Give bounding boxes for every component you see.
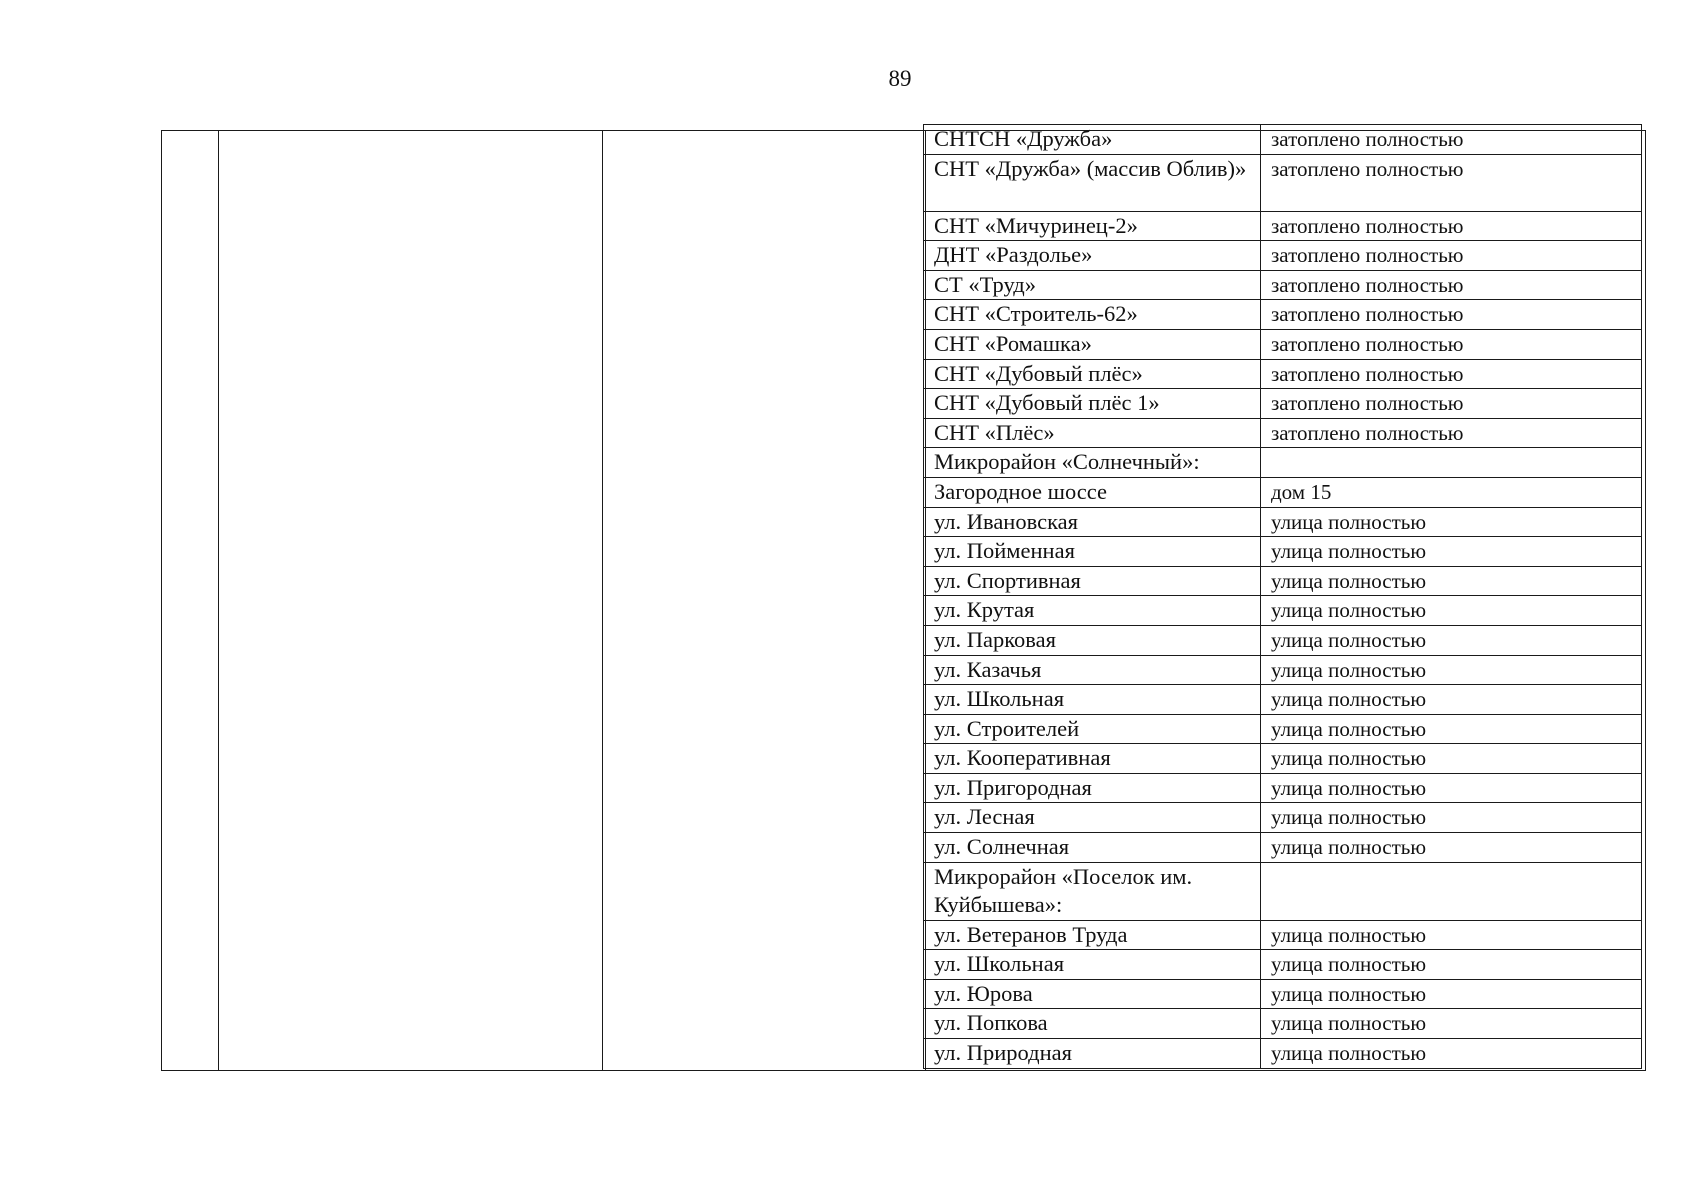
area-name-cell: СНТ «Дубовый плёс 1» — [924, 389, 1261, 419]
table-row — [924, 625, 1642, 655]
table-row — [924, 566, 1642, 596]
flood-status-cell: улица полностью — [1261, 537, 1642, 567]
flood-status-cell: улица полностью — [1261, 979, 1642, 1009]
table-row — [924, 833, 1642, 863]
area-name-cell: ул. Спортивная — [924, 566, 1261, 596]
table-row — [924, 154, 1642, 211]
area-name-cell: ул. Школьная — [924, 685, 1261, 715]
flood-status-cell: улица полностью — [1261, 1039, 1642, 1069]
page-number: 89 — [888, 66, 912, 91]
flood-status-cell: улица полностью — [1261, 596, 1642, 626]
area-name-cell: ул. Природная — [924, 1039, 1261, 1069]
table-row — [924, 1039, 1642, 1069]
flood-status-cell: улица полностью — [1261, 833, 1642, 863]
flood-status-cell — [1261, 448, 1642, 478]
flood-status-cell: улица полностью — [1261, 803, 1642, 833]
flood-status-cell: улица полностью — [1261, 625, 1642, 655]
area-name-cell: ул. Школьная — [924, 950, 1261, 980]
table-row — [924, 507, 1642, 537]
flood-status-cell — [1261, 862, 1642, 920]
table-row — [924, 418, 1642, 448]
flood-status-cell: затоплено полностью — [1261, 359, 1642, 389]
table-row — [924, 300, 1642, 330]
table-row — [924, 714, 1642, 744]
flood-status-cell: улица полностью — [1261, 1009, 1642, 1039]
flood-status-cell: затоплено полностью — [1261, 389, 1642, 419]
flood-status-cell: затоплено полностью — [1261, 241, 1642, 271]
area-name-cell: СНТСН «Дружба» — [924, 125, 1261, 155]
area-name-cell: СНТ «Дружба» (массив Облив)» — [924, 154, 1261, 211]
area-name-cell: СНТ «Плёс» — [924, 418, 1261, 448]
area-name-cell: СНТ «Дубовый плёс» — [924, 359, 1261, 389]
area-name-cell: ул. Крутая — [924, 596, 1261, 626]
flood-status-cell: затоплено полностью — [1261, 329, 1642, 359]
table-row — [924, 211, 1642, 241]
flood-status-cell: улица полностью — [1261, 566, 1642, 596]
area-name-cell: СНТ «Строитель-62» — [924, 300, 1261, 330]
flooded-areas-table — [923, 124, 1642, 1069]
area-name-cell: ул. Солнечная — [924, 833, 1261, 863]
area-name-cell: СТ «Труд» — [924, 270, 1261, 300]
table-row — [924, 685, 1642, 715]
area-name-cell: ул. Строителей — [924, 714, 1261, 744]
table-row — [924, 862, 1642, 920]
flood-status-cell: улица полностью — [1261, 744, 1642, 774]
area-name-cell: ул. Парковая — [924, 625, 1261, 655]
table-row — [924, 448, 1642, 478]
area-name-cell: ул. Кооперативная — [924, 744, 1261, 774]
flood-status-cell: улица полностью — [1261, 714, 1642, 744]
area-name-cell: Микрорайон «Поселок им. Куйбышева»: — [924, 862, 1261, 920]
flood-status-cell: улица полностью — [1261, 920, 1642, 950]
area-name-cell: ул. Юрова — [924, 979, 1261, 1009]
flood-status-cell: затоплено полностью — [1261, 154, 1642, 211]
area-name-cell: Загородное шоссе — [924, 477, 1261, 507]
flood-status-cell: улица полностью — [1261, 655, 1642, 685]
table-row — [924, 920, 1642, 950]
table-row — [924, 979, 1642, 1009]
table-row — [924, 329, 1642, 359]
flood-status-cell: дом 15 — [1261, 477, 1642, 507]
area-name-cell: ул. Попкова — [924, 1009, 1261, 1039]
area-name-cell: ул. Ивановская — [924, 507, 1261, 537]
table-row — [924, 477, 1642, 507]
area-name-cell: ул. Лесная — [924, 803, 1261, 833]
table-row — [924, 537, 1642, 567]
table-row — [924, 359, 1642, 389]
area-name-cell: ул. Пойменная — [924, 537, 1261, 567]
table-row — [924, 655, 1642, 685]
table-row — [924, 744, 1642, 774]
flood-status-cell: улица полностью — [1261, 950, 1642, 980]
column-divider-2 — [602, 131, 603, 1070]
table-row — [924, 803, 1642, 833]
table-row — [924, 389, 1642, 419]
flood-status-cell: улица полностью — [1261, 685, 1642, 715]
table-row — [924, 270, 1642, 300]
flood-status-cell: затоплено полностью — [1261, 300, 1642, 330]
flood-status-cell: затоплено полностью — [1261, 418, 1642, 448]
area-name-cell: ДНТ «Раздолье» — [924, 241, 1261, 271]
flood-status-cell: затоплено полностью — [1261, 270, 1642, 300]
flooded-areas-table-body — [924, 125, 1642, 1069]
table-row — [924, 241, 1642, 271]
area-name-cell: ул. Ветеранов Труда — [924, 920, 1261, 950]
flood-status-cell: затоплено полностью — [1261, 125, 1642, 155]
flood-status-cell: затоплено полностью — [1261, 211, 1642, 241]
table-row — [924, 1009, 1642, 1039]
area-name-cell: ул. Казачья — [924, 655, 1261, 685]
table-row — [924, 596, 1642, 626]
area-name-cell: Микрорайон «Солнечный»: — [924, 448, 1261, 478]
area-name-cell: СНТ «Ромашка» — [924, 329, 1261, 359]
table-row — [924, 773, 1642, 803]
area-name-cell: ул. Пригородная — [924, 773, 1261, 803]
flood-status-cell: улица полностью — [1261, 507, 1642, 537]
flood-status-cell: улица полностью — [1261, 773, 1642, 803]
table-row — [924, 950, 1642, 980]
column-divider-1 — [218, 131, 219, 1070]
table-row — [924, 125, 1642, 155]
area-name-cell: СНТ «Мичуринец-2» — [924, 211, 1261, 241]
